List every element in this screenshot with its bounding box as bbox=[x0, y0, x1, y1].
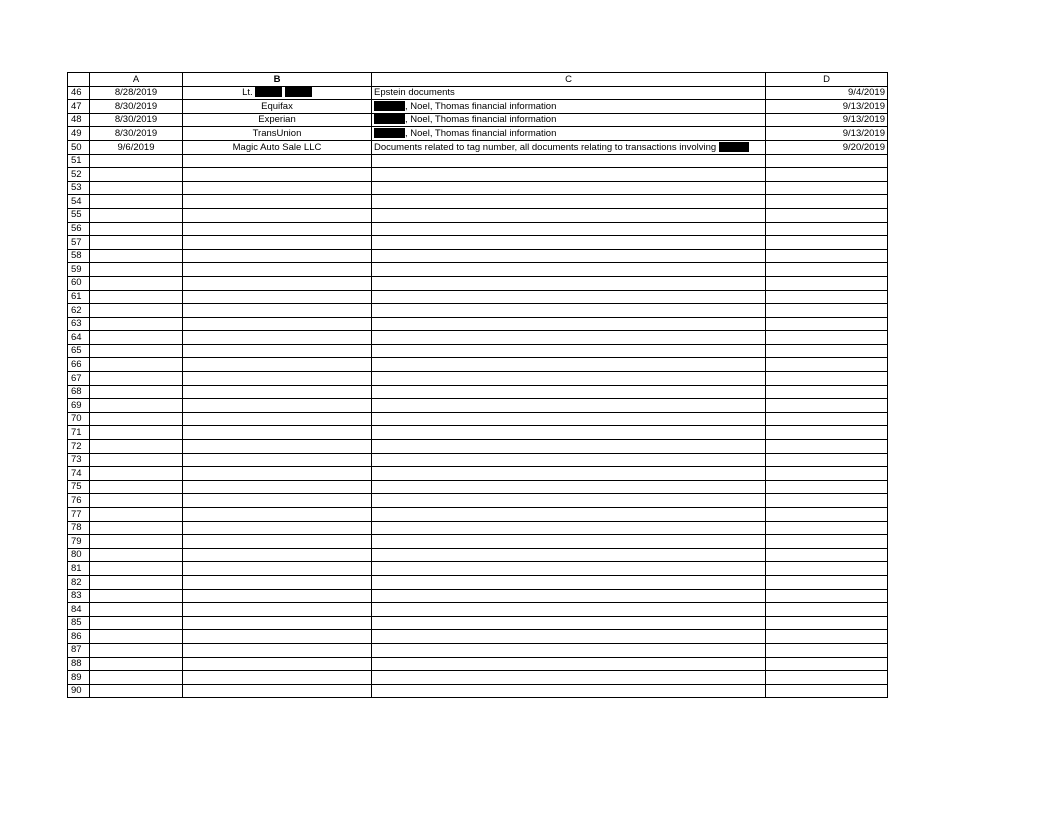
cell-a[interactable] bbox=[90, 630, 183, 644]
cell-c[interactable] bbox=[372, 589, 766, 603]
table-row bbox=[68, 494, 888, 508]
cell-a[interactable] bbox=[90, 290, 183, 304]
cell-b[interactable] bbox=[183, 263, 372, 277]
cell-d[interactable] bbox=[766, 399, 888, 413]
cell-b[interactable] bbox=[183, 168, 372, 182]
cell-a[interactable] bbox=[90, 222, 183, 236]
cell-a[interactable] bbox=[90, 412, 183, 426]
cell-c[interactable] bbox=[372, 304, 766, 318]
table-row bbox=[68, 168, 888, 182]
column-header-c[interactable]: C bbox=[372, 73, 766, 87]
cell-b[interactable] bbox=[183, 616, 372, 630]
cell-c[interactable] bbox=[372, 562, 766, 576]
cell-c[interactable] bbox=[372, 453, 766, 467]
cell-a[interactable] bbox=[90, 372, 183, 386]
table-row bbox=[68, 412, 888, 426]
row-number[interactable]: 85 bbox=[68, 616, 90, 630]
table-row bbox=[68, 616, 888, 630]
cell-a[interactable] bbox=[90, 168, 183, 182]
cell-b[interactable] bbox=[183, 521, 372, 535]
cell-d[interactable] bbox=[766, 575, 888, 589]
cell-d[interactable] bbox=[766, 236, 888, 250]
table-row bbox=[68, 467, 888, 481]
cell-b[interactable] bbox=[183, 100, 372, 114]
redaction-block bbox=[719, 142, 749, 152]
row-number[interactable]: 64 bbox=[68, 331, 90, 345]
cell-a[interactable] bbox=[90, 304, 183, 318]
cell-b[interactable] bbox=[183, 154, 372, 168]
cell-a[interactable] bbox=[90, 195, 183, 209]
row-number[interactable]: 46 bbox=[68, 86, 90, 100]
cell-d[interactable] bbox=[766, 548, 888, 562]
cell-d[interactable] bbox=[766, 603, 888, 617]
row-number[interactable]: 52 bbox=[68, 168, 90, 182]
cell-text: Lt. bbox=[242, 87, 256, 99]
row-number[interactable]: 59 bbox=[68, 263, 90, 277]
cell-a[interactable] bbox=[90, 548, 183, 562]
redaction-block bbox=[374, 128, 405, 138]
table-row bbox=[68, 684, 888, 698]
table-row bbox=[68, 222, 888, 236]
row-number[interactable]: 50 bbox=[68, 140, 90, 154]
cell-c[interactable] bbox=[372, 684, 766, 698]
cell-b[interactable] bbox=[183, 494, 372, 508]
cell-b[interactable] bbox=[183, 208, 372, 222]
table-row bbox=[68, 181, 888, 195]
table-row bbox=[68, 304, 888, 318]
table-row bbox=[68, 589, 888, 603]
cell-a[interactable] bbox=[90, 494, 183, 508]
row-number[interactable]: 66 bbox=[68, 358, 90, 372]
cell-b[interactable] bbox=[183, 385, 372, 399]
cell-c[interactable] bbox=[372, 671, 766, 685]
cell-c[interactable] bbox=[372, 575, 766, 589]
row-number[interactable]: 56 bbox=[68, 222, 90, 236]
row-number[interactable]: 89 bbox=[68, 671, 90, 685]
table-row bbox=[68, 344, 888, 358]
row-number[interactable]: 47 bbox=[68, 100, 90, 114]
cell-d[interactable] bbox=[766, 467, 888, 481]
table-row bbox=[68, 113, 888, 127]
table-row bbox=[68, 358, 888, 372]
table-row bbox=[68, 208, 888, 222]
cell-a[interactable] bbox=[90, 643, 183, 657]
row-number[interactable]: 61 bbox=[68, 290, 90, 304]
cell-a[interactable] bbox=[90, 249, 183, 263]
redaction-block bbox=[374, 114, 405, 124]
cell-d[interactable] bbox=[766, 589, 888, 603]
row-number[interactable]: 88 bbox=[68, 657, 90, 671]
row-number[interactable]: 76 bbox=[68, 494, 90, 508]
cell-text: Epstein documents bbox=[374, 87, 455, 99]
cell-text: Magic Auto Sale LLC bbox=[232, 141, 322, 153]
table-row bbox=[68, 630, 888, 644]
cell-text: TransUnion bbox=[252, 127, 302, 139]
table-row bbox=[68, 426, 888, 440]
cell-d[interactable]: 9/13/2019 bbox=[766, 113, 888, 127]
cell-text: , Noel, Thomas financial information bbox=[405, 114, 557, 126]
cell-text: Documents related to tag number, all documents relating to transactions involving bbox=[374, 141, 719, 153]
cell-c[interactable] bbox=[372, 317, 766, 331]
cell-d[interactable] bbox=[766, 154, 888, 168]
cell-d[interactable] bbox=[766, 562, 888, 576]
cell-b[interactable] bbox=[183, 562, 372, 576]
table-row bbox=[68, 548, 888, 562]
cell-b[interactable] bbox=[183, 331, 372, 345]
cell-c[interactable] bbox=[372, 521, 766, 535]
cell-d[interactable] bbox=[766, 263, 888, 277]
table-row bbox=[68, 508, 888, 522]
cell-a[interactable] bbox=[90, 671, 183, 685]
row-number[interactable]: 65 bbox=[68, 344, 90, 358]
cell-text: Equifax bbox=[261, 100, 293, 112]
cell-b[interactable] bbox=[183, 372, 372, 386]
row-number[interactable]: 71 bbox=[68, 426, 90, 440]
row-number[interactable]: 49 bbox=[68, 127, 90, 141]
cell-text: Experian bbox=[258, 114, 296, 126]
cell-c[interactable] bbox=[372, 467, 766, 481]
table-row bbox=[68, 575, 888, 589]
cell-b[interactable] bbox=[183, 113, 372, 127]
cell-a[interactable] bbox=[90, 317, 183, 331]
row-number[interactable]: 62 bbox=[68, 304, 90, 318]
cell-c[interactable] bbox=[372, 276, 766, 290]
table-row bbox=[68, 480, 888, 494]
cell-d[interactable] bbox=[766, 616, 888, 630]
row-number[interactable]: 70 bbox=[68, 412, 90, 426]
row-number[interactable]: 48 bbox=[68, 113, 90, 127]
corner-cell bbox=[68, 73, 90, 87]
row-number[interactable]: 75 bbox=[68, 480, 90, 494]
table-row bbox=[68, 331, 888, 345]
cell-c[interactable] bbox=[372, 426, 766, 440]
cell-b[interactable] bbox=[183, 317, 372, 331]
cell-d[interactable] bbox=[766, 249, 888, 263]
cell-b[interactable] bbox=[183, 453, 372, 467]
row-number[interactable]: 77 bbox=[68, 508, 90, 522]
cell-c[interactable] bbox=[372, 548, 766, 562]
cell-a[interactable]: 8/30/2019 bbox=[90, 113, 183, 127]
table-row bbox=[68, 521, 888, 535]
cell-d[interactable]: 9/13/2019 bbox=[766, 127, 888, 141]
cell-c[interactable] bbox=[372, 616, 766, 630]
cell-a[interactable] bbox=[90, 589, 183, 603]
cell-b[interactable] bbox=[183, 140, 372, 154]
cell-c[interactable] bbox=[372, 100, 766, 114]
cell-d[interactable] bbox=[766, 630, 888, 644]
cell-d[interactable] bbox=[766, 412, 888, 426]
cell-d[interactable] bbox=[766, 168, 888, 182]
cell-c[interactable] bbox=[372, 603, 766, 617]
cell-b[interactable] bbox=[183, 195, 372, 209]
cell-a[interactable]: 8/30/2019 bbox=[90, 127, 183, 141]
cell-d[interactable] bbox=[766, 508, 888, 522]
table-row bbox=[68, 236, 888, 250]
cell-a[interactable]: 8/30/2019 bbox=[90, 100, 183, 114]
table-row bbox=[68, 657, 888, 671]
cell-a[interactable] bbox=[90, 263, 183, 277]
cell-d[interactable] bbox=[766, 494, 888, 508]
cell-d[interactable] bbox=[766, 344, 888, 358]
cell-b[interactable] bbox=[183, 426, 372, 440]
cell-d[interactable]: 9/4/2019 bbox=[766, 86, 888, 100]
table-row bbox=[68, 385, 888, 399]
row-number[interactable]: 83 bbox=[68, 589, 90, 603]
cell-b[interactable] bbox=[183, 127, 372, 141]
table-row bbox=[68, 399, 888, 413]
cell-b[interactable] bbox=[183, 589, 372, 603]
cell-b[interactable] bbox=[183, 603, 372, 617]
table-row bbox=[68, 100, 888, 114]
cell-d[interactable]: 9/13/2019 bbox=[766, 100, 888, 114]
cell-d[interactable] bbox=[766, 521, 888, 535]
cell-a[interactable]: 9/6/2019 bbox=[90, 140, 183, 154]
row-number[interactable]: 68 bbox=[68, 385, 90, 399]
cell-a[interactable] bbox=[90, 385, 183, 399]
cell-c[interactable] bbox=[372, 168, 766, 182]
cell-d[interactable] bbox=[766, 426, 888, 440]
row-number[interactable]: 57 bbox=[68, 236, 90, 250]
cell-c[interactable] bbox=[372, 86, 766, 100]
cell-a[interactable] bbox=[90, 358, 183, 372]
row-number[interactable]: 60 bbox=[68, 276, 90, 290]
column-header-d[interactable]: D bbox=[766, 73, 888, 87]
cell-d[interactable] bbox=[766, 440, 888, 454]
table-row bbox=[68, 195, 888, 209]
cell-c[interactable] bbox=[372, 263, 766, 277]
cell-a[interactable] bbox=[90, 344, 183, 358]
cell-d[interactable] bbox=[766, 358, 888, 372]
cell-a[interactable] bbox=[90, 616, 183, 630]
table-row bbox=[68, 290, 888, 304]
cell-b[interactable] bbox=[183, 399, 372, 413]
cell-b[interactable] bbox=[183, 440, 372, 454]
cell-a[interactable] bbox=[90, 453, 183, 467]
cell-c[interactable] bbox=[372, 412, 766, 426]
cell-a[interactable] bbox=[90, 535, 183, 549]
cell-b[interactable] bbox=[183, 684, 372, 698]
cell-a[interactable] bbox=[90, 236, 183, 250]
cell-b[interactable] bbox=[183, 276, 372, 290]
cell-a[interactable] bbox=[90, 440, 183, 454]
cell-d[interactable]: 9/20/2019 bbox=[766, 140, 888, 154]
cell-b[interactable] bbox=[183, 548, 372, 562]
cell-d[interactable] bbox=[766, 385, 888, 399]
table-row bbox=[68, 263, 888, 277]
cell-a[interactable] bbox=[90, 521, 183, 535]
row-number[interactable]: 63 bbox=[68, 317, 90, 331]
cell-c[interactable] bbox=[372, 440, 766, 454]
redaction-block bbox=[255, 87, 282, 97]
table-row bbox=[68, 154, 888, 168]
cell-c[interactable] bbox=[372, 331, 766, 345]
table-row bbox=[68, 535, 888, 549]
row-number[interactable]: 51 bbox=[68, 154, 90, 168]
table-row bbox=[68, 603, 888, 617]
cell-d[interactable] bbox=[766, 195, 888, 209]
cell-b[interactable] bbox=[183, 181, 372, 195]
column-header-b[interactable]: B bbox=[183, 73, 372, 87]
cell-c[interactable] bbox=[372, 643, 766, 657]
cell-a[interactable] bbox=[90, 684, 183, 698]
cell-c[interactable] bbox=[372, 249, 766, 263]
cell-c[interactable] bbox=[372, 290, 766, 304]
table-row bbox=[68, 372, 888, 386]
row-number[interactable]: 86 bbox=[68, 630, 90, 644]
cell-d[interactable] bbox=[766, 331, 888, 345]
table-row bbox=[68, 127, 888, 141]
table-row bbox=[68, 317, 888, 331]
row-number[interactable]: 72 bbox=[68, 440, 90, 454]
row-number[interactable]: 69 bbox=[68, 399, 90, 413]
column-header-a[interactable]: A bbox=[90, 73, 183, 87]
table-row bbox=[68, 276, 888, 290]
cell-d[interactable] bbox=[766, 208, 888, 222]
table-row bbox=[68, 86, 888, 100]
cell-c[interactable] bbox=[372, 399, 766, 413]
cell-c[interactable] bbox=[372, 508, 766, 522]
cell-b[interactable] bbox=[183, 671, 372, 685]
cell-c[interactable] bbox=[372, 494, 766, 508]
table-row bbox=[68, 671, 888, 685]
cell-a[interactable] bbox=[90, 154, 183, 168]
cell-a[interactable] bbox=[90, 181, 183, 195]
cell-a[interactable] bbox=[90, 603, 183, 617]
cell-b[interactable] bbox=[183, 630, 372, 644]
cell-c[interactable] bbox=[372, 372, 766, 386]
spreadsheet-grid bbox=[67, 72, 888, 698]
cell-a[interactable] bbox=[90, 208, 183, 222]
cell-b[interactable] bbox=[183, 575, 372, 589]
row-number[interactable]: 55 bbox=[68, 208, 90, 222]
cell-b[interactable] bbox=[183, 358, 372, 372]
cell-text: , Noel, Thomas financial information bbox=[405, 100, 557, 112]
redaction-block bbox=[374, 101, 405, 111]
column-header-row bbox=[68, 73, 888, 87]
cell-a[interactable] bbox=[90, 508, 183, 522]
row-number[interactable]: 80 bbox=[68, 548, 90, 562]
cell-c[interactable] bbox=[372, 657, 766, 671]
cell-d[interactable] bbox=[766, 535, 888, 549]
cell-c[interactable] bbox=[372, 208, 766, 222]
cell-a[interactable] bbox=[90, 467, 183, 481]
cell-b[interactable] bbox=[183, 86, 372, 100]
cell-d[interactable] bbox=[766, 181, 888, 195]
cell-text: , Noel, Thomas financial information bbox=[405, 127, 557, 139]
cell-c[interactable] bbox=[372, 236, 766, 250]
cell-d[interactable] bbox=[766, 480, 888, 494]
cell-b[interactable] bbox=[183, 643, 372, 657]
cell-c[interactable] bbox=[372, 127, 766, 141]
cell-b[interactable] bbox=[183, 657, 372, 671]
cell-c[interactable] bbox=[372, 480, 766, 494]
cell-c[interactable] bbox=[372, 140, 766, 154]
cell-d[interactable] bbox=[766, 304, 888, 318]
cell-a[interactable] bbox=[90, 575, 183, 589]
cell-a[interactable] bbox=[90, 426, 183, 440]
cell-a[interactable]: 8/28/2019 bbox=[90, 86, 183, 100]
cell-a[interactable] bbox=[90, 657, 183, 671]
cell-d[interactable] bbox=[766, 317, 888, 331]
table-row bbox=[68, 140, 888, 154]
cell-b[interactable] bbox=[183, 222, 372, 236]
cell-a[interactable] bbox=[90, 562, 183, 576]
sheet-body bbox=[68, 86, 888, 698]
cell-b[interactable] bbox=[183, 236, 372, 250]
row-number[interactable]: 82 bbox=[68, 575, 90, 589]
row-number[interactable]: 67 bbox=[68, 372, 90, 386]
cell-c[interactable] bbox=[372, 358, 766, 372]
row-number[interactable]: 54 bbox=[68, 195, 90, 209]
cell-b[interactable] bbox=[183, 290, 372, 304]
cell-a[interactable] bbox=[90, 480, 183, 494]
cell-b[interactable] bbox=[183, 304, 372, 318]
cell-c[interactable] bbox=[372, 344, 766, 358]
cell-d[interactable] bbox=[766, 671, 888, 685]
cell-d[interactable] bbox=[766, 657, 888, 671]
table-row bbox=[68, 562, 888, 576]
table-row bbox=[68, 440, 888, 454]
cell-d[interactable] bbox=[766, 684, 888, 698]
row-number[interactable]: 74 bbox=[68, 467, 90, 481]
row-number[interactable]: 79 bbox=[68, 535, 90, 549]
row-number[interactable]: 84 bbox=[68, 603, 90, 617]
cell-b[interactable] bbox=[183, 249, 372, 263]
cell-b[interactable] bbox=[183, 508, 372, 522]
table-row bbox=[68, 249, 888, 263]
cell-d[interactable] bbox=[766, 222, 888, 236]
row-number[interactable]: 90 bbox=[68, 684, 90, 698]
cell-c[interactable] bbox=[372, 154, 766, 168]
cell-c[interactable] bbox=[372, 181, 766, 195]
cell-b[interactable] bbox=[183, 344, 372, 358]
row-number[interactable]: 58 bbox=[68, 249, 90, 263]
row-number[interactable]: 87 bbox=[68, 643, 90, 657]
cell-c[interactable] bbox=[372, 113, 766, 127]
cell-c[interactable] bbox=[372, 535, 766, 549]
table-row bbox=[68, 643, 888, 657]
cell-b[interactable] bbox=[183, 535, 372, 549]
row-number[interactable]: 53 bbox=[68, 181, 90, 195]
table-row bbox=[68, 453, 888, 467]
cell-d[interactable] bbox=[766, 290, 888, 304]
row-number[interactable]: 78 bbox=[68, 521, 90, 535]
cell-a[interactable] bbox=[90, 276, 183, 290]
cell-b[interactable] bbox=[183, 412, 372, 426]
cell-c[interactable] bbox=[372, 222, 766, 236]
cell-a[interactable] bbox=[90, 399, 183, 413]
redaction-block bbox=[285, 87, 312, 97]
row-number[interactable]: 73 bbox=[68, 453, 90, 467]
cell-b[interactable] bbox=[183, 467, 372, 481]
cell-d[interactable] bbox=[766, 276, 888, 290]
cell-d[interactable] bbox=[766, 372, 888, 386]
cell-a[interactable] bbox=[90, 331, 183, 345]
row-number[interactable]: 81 bbox=[68, 562, 90, 576]
cell-b[interactable] bbox=[183, 480, 372, 494]
cell-d[interactable] bbox=[766, 643, 888, 657]
cell-d[interactable] bbox=[766, 453, 888, 467]
cell-c[interactable] bbox=[372, 630, 766, 644]
cell-c[interactable] bbox=[372, 195, 766, 209]
cell-c[interactable] bbox=[372, 385, 766, 399]
